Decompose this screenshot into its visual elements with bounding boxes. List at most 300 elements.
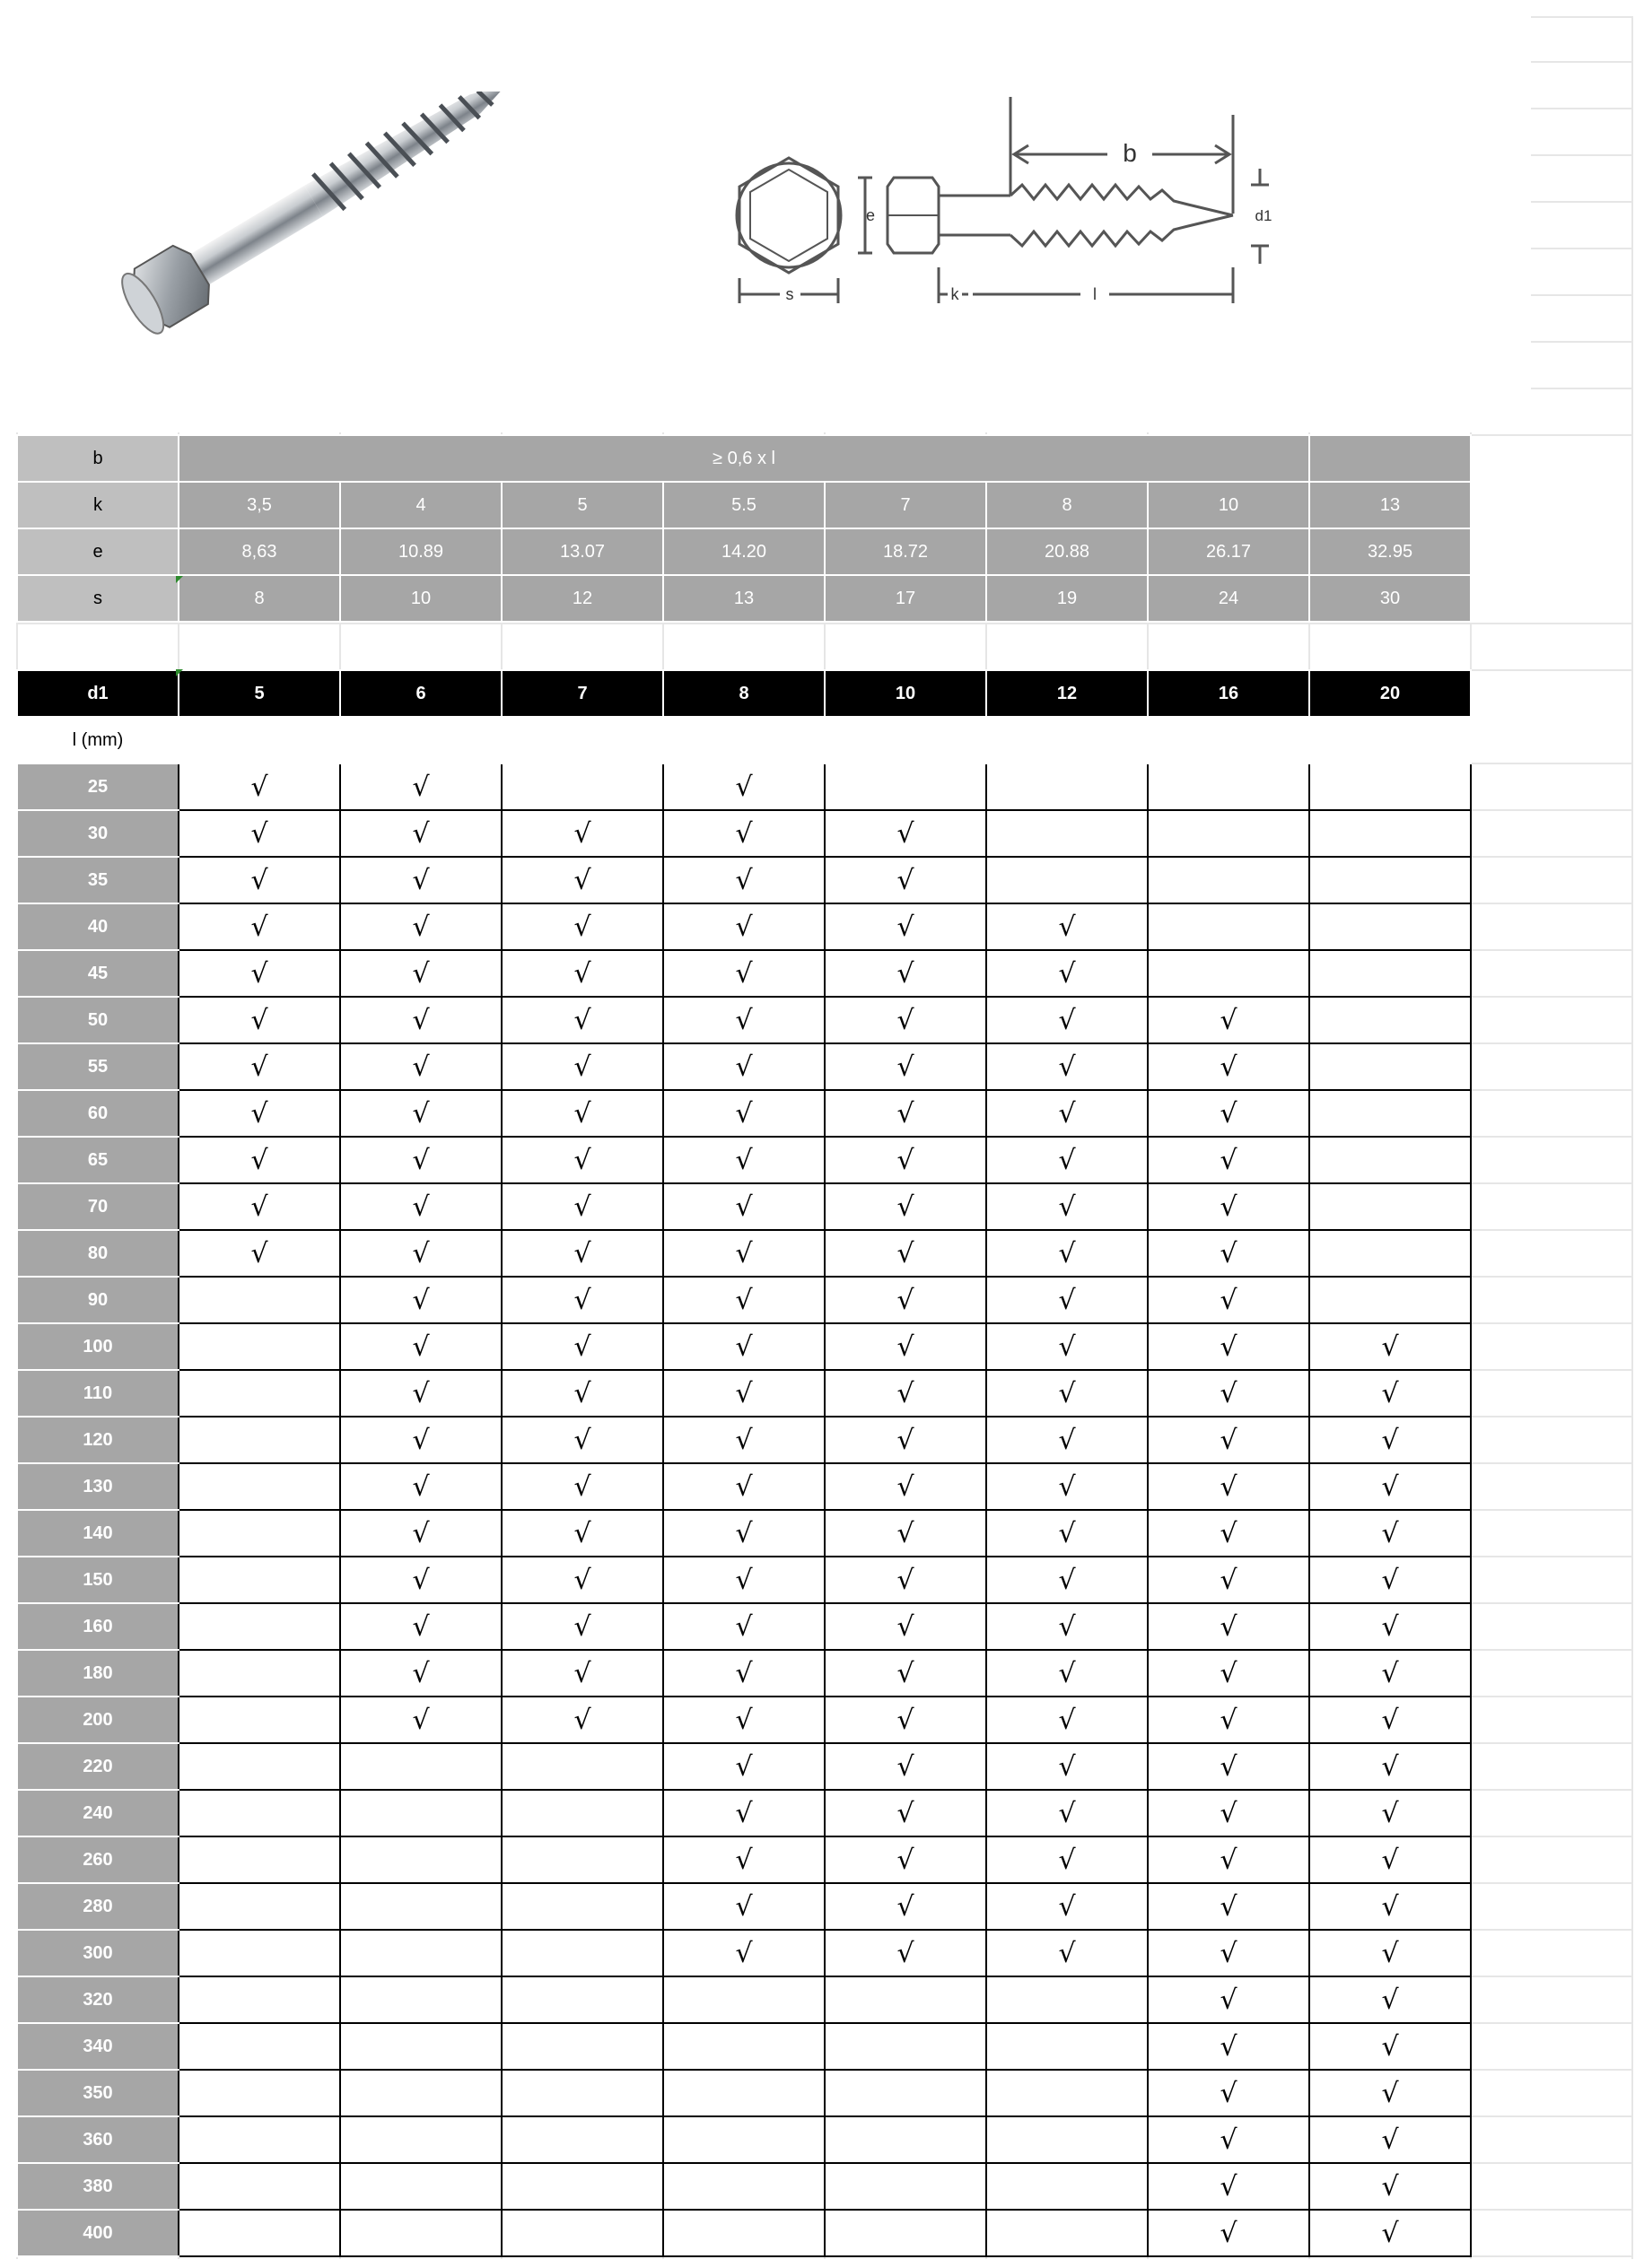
unavailable-cell [1309,1183,1471,1230]
check-mark-icon: √ [735,1517,753,1549]
available-cell [663,1417,825,1463]
unavailable-cell [502,1883,663,1930]
available-cell [825,1183,986,1230]
spec-value-cell: 19 [986,575,1148,622]
unavailable-cell [179,1323,340,1370]
check-mark-icon: √ [1058,1470,1076,1503]
available-cell [825,1043,986,1090]
length-unit-row [17,717,1471,763]
unavailable-cell [502,2070,663,2116]
check-mark-icon: √ [1058,1051,1076,1083]
check-mark-icon: √ [735,1470,753,1503]
available-cell [179,1183,340,1230]
available-cell [179,763,340,810]
diameter-header-cell: 5 [179,670,340,717]
unavailable-cell [179,1417,340,1463]
diameter-header-cell: 10 [825,670,986,717]
available-cell [663,1743,825,1790]
available-cell [663,1790,825,1836]
available-cell [340,1650,502,1697]
available-cell [340,1557,502,1603]
length-cell: 340 [17,2023,179,2070]
spec-value-cell: 17 [825,575,986,622]
available-cell [825,1323,986,1370]
unavailable-cell [340,1790,502,1836]
check-mark-icon: √ [1220,1797,1237,1829]
available-cell [502,1277,663,1323]
check-mark-icon: √ [1220,1330,1237,1363]
available-cell [1309,1557,1471,1603]
unavailable-cell [1309,1090,1471,1137]
available-cell [179,810,340,857]
spec-value-cell: 20.88 [986,528,1148,575]
available-cell [663,1930,825,1976]
available-cell [986,1463,1148,1510]
length-row [17,1463,1471,1510]
check-mark-icon: √ [573,1517,591,1549]
available-cell [825,1417,986,1463]
screw-photo [106,92,537,379]
unavailable-cell [1309,1043,1471,1090]
available-cell [1148,1930,1309,1976]
unavailable-cell [986,2023,1148,2070]
length-row [17,1790,1471,1836]
check-mark-icon: √ [1220,1470,1237,1503]
unavailable-cell [179,1836,340,1883]
unavailable-cell [825,2163,986,2210]
available-cell [340,763,502,810]
check-mark-icon: √ [250,1051,268,1083]
available-cell [1148,1370,1309,1417]
available-cell [1148,1417,1309,1463]
technical-drawing [695,79,1412,384]
blank-cell [986,717,1148,763]
check-mark-icon: √ [735,1564,753,1596]
length-row [17,2163,1471,2210]
length-cell: 350 [17,2070,179,2116]
check-mark-icon: √ [412,957,430,990]
diameter-header-cell: 8 [663,670,825,717]
unavailable-cell [179,1650,340,1697]
length-row [17,1370,1471,1417]
check-mark-icon: √ [735,817,753,850]
label-e: e [865,206,876,224]
length-cell: 50 [17,997,179,1043]
d1-header: d1 [17,670,179,717]
check-mark-icon: √ [896,1750,914,1783]
available-cell [1309,1930,1471,1976]
check-mark-icon: √ [1220,1610,1237,1643]
available-cell [340,1697,502,1743]
check-mark-icon: √ [573,1377,591,1409]
check-mark-icon: √ [896,1610,914,1643]
available-cell [986,1043,1148,1090]
spec-value-cell: 7 [825,482,986,528]
length-cell: 40 [17,903,179,950]
available-cell [502,1137,663,1183]
available-cell [663,1230,825,1277]
spec-value-cell: 8 [179,575,340,622]
length-row [17,1557,1471,1603]
available-cell [502,1603,663,1650]
available-cell [663,1557,825,1603]
available-cell [986,1323,1148,1370]
check-mark-icon: √ [250,1191,268,1223]
spec-span-value: ≥ 0,6 x l [179,435,1309,482]
length-cell: 120 [17,1417,179,1463]
available-cell [1148,1230,1309,1277]
check-mark-icon: √ [735,1284,753,1316]
spec-value-cell: 4 [340,482,502,528]
available-cell [986,1743,1148,1790]
length-cell: 180 [17,1650,179,1697]
check-mark-icon: √ [573,1284,591,1316]
available-cell [179,1230,340,1277]
available-cell [340,1230,502,1277]
check-mark-icon: √ [412,1097,430,1130]
check-mark-icon: √ [1220,1704,1237,1736]
unavailable-cell [1309,763,1471,810]
check-mark-icon: √ [1220,1657,1237,1689]
unavailable-cell [179,2116,340,2163]
check-mark-icon: √ [1381,1657,1399,1689]
available-cell [1309,1417,1471,1463]
length-cell: 140 [17,1510,179,1557]
diameter-header-cell: 20 [1309,670,1471,717]
check-mark-icon: √ [735,1377,753,1409]
check-mark-icon: √ [735,1144,753,1176]
unavailable-cell [502,2163,663,2210]
unavailable-cell [1148,903,1309,950]
available-cell [986,1230,1148,1277]
available-cell [1148,2023,1309,2070]
available-cell [502,1043,663,1090]
length-cell: 400 [17,2210,179,2256]
label-b: b [1123,139,1137,167]
length-cell: 280 [17,1883,179,1930]
check-mark-icon: √ [1381,1424,1399,1456]
available-cell [663,1510,825,1557]
available-cell [825,1650,986,1697]
available-cell [340,1090,502,1137]
check-mark-icon: √ [1058,1657,1076,1689]
check-mark-icon: √ [896,1237,914,1269]
available-cell [825,857,986,903]
spec-value-cell: 10 [1148,482,1309,528]
length-cell: 260 [17,1836,179,1883]
check-mark-icon: √ [412,1704,430,1736]
check-mark-icon: √ [735,1330,753,1363]
check-mark-icon: √ [735,1191,753,1223]
check-mark-icon: √ [1220,1144,1237,1176]
available-cell [1309,1603,1471,1650]
check-mark-icon: √ [735,1051,753,1083]
unavailable-cell [1148,810,1309,857]
length-cell: 80 [17,1230,179,1277]
check-mark-icon: √ [1381,1890,1399,1923]
unavailable-cell [502,763,663,810]
spec-value-cell: 10.89 [340,528,502,575]
check-mark-icon: √ [1058,1004,1076,1036]
check-mark-icon: √ [735,1890,753,1923]
spec-value-cell: 13.07 [502,528,663,575]
available-cell [179,950,340,997]
unavailable-cell [179,1463,340,1510]
unavailable-cell [340,2210,502,2256]
check-mark-icon: √ [1058,1097,1076,1130]
check-mark-icon: √ [1220,1377,1237,1409]
blank-cell [1309,717,1471,763]
available-cell [986,1557,1148,1603]
check-mark-icon: √ [250,1237,268,1269]
available-cell [340,1417,502,1463]
available-cell [179,1043,340,1090]
available-cell [1148,1463,1309,1510]
available-cell [340,1510,502,1557]
check-mark-icon: √ [735,1657,753,1689]
available-cell [663,1277,825,1323]
unavailable-cell [1309,1230,1471,1277]
check-mark-icon: √ [896,1470,914,1503]
check-mark-icon: √ [1220,1097,1237,1130]
available-cell [1148,2210,1309,2256]
available-cell [340,857,502,903]
check-mark-icon: √ [1220,1424,1237,1456]
check-mark-icon: √ [1058,1844,1076,1876]
check-mark-icon: √ [412,1517,430,1549]
check-mark-icon: √ [412,1330,430,1363]
available-cell [986,1790,1148,1836]
available-cell [1309,1976,1471,2023]
length-cell: 360 [17,2116,179,2163]
length-row [17,997,1471,1043]
available-cell [825,1510,986,1557]
check-mark-icon: √ [1381,2170,1399,2203]
check-mark-icon: √ [1220,2170,1237,2203]
check-mark-icon: √ [1220,1750,1237,1783]
label-l: l [1093,285,1097,303]
spec-table [16,434,1472,623]
available-cell [502,1370,663,1417]
available-cell [1148,1557,1309,1603]
available-cell [1148,997,1309,1043]
unavailable-cell [179,1557,340,1603]
length-row [17,950,1471,997]
length-cell: 100 [17,1323,179,1370]
check-mark-icon: √ [1381,1750,1399,1783]
check-mark-icon: √ [573,1097,591,1130]
available-cell [502,1090,663,1137]
blank-cell [502,717,663,763]
spec-value-cell: 3,5 [179,482,340,528]
spec-value-cell: 8,63 [179,528,340,575]
unavailable-cell [502,2116,663,2163]
available-cell [663,1183,825,1230]
length-cell: 55 [17,1043,179,1090]
available-cell [1309,1510,1471,1557]
check-mark-icon: √ [1220,1564,1237,1596]
check-mark-icon: √ [573,911,591,943]
check-mark-icon: √ [412,1237,430,1269]
length-cell: 200 [17,1697,179,1743]
spec-empty-cell [1309,435,1471,482]
available-cell [1148,1137,1309,1183]
check-mark-icon: √ [735,1844,753,1876]
unavailable-cell [986,2210,1148,2256]
available-cell [179,1137,340,1183]
check-mark-icon: √ [1381,1564,1399,1596]
label-s: s [785,285,794,303]
check-mark-icon: √ [1058,911,1076,943]
available-cell [825,1230,986,1277]
spec-value-cell: 18.72 [825,528,986,575]
check-mark-icon: √ [1381,2124,1399,2156]
check-mark-icon: √ [1381,1797,1399,1829]
unavailable-cell [1148,763,1309,810]
available-cell [1309,1743,1471,1790]
available-cell [986,1183,1148,1230]
available-cell [986,1836,1148,1883]
length-cell: 160 [17,1603,179,1650]
available-cell [1309,1463,1471,1510]
available-cell [986,1930,1148,1976]
check-mark-icon: √ [250,771,268,803]
available-cell [825,1697,986,1743]
check-mark-icon: √ [1058,1750,1076,1783]
length-cell: 70 [17,1183,179,1230]
check-mark-icon: √ [1220,1890,1237,1923]
available-cell [502,857,663,903]
unavailable-cell [663,2070,825,2116]
unavailable-cell [986,2070,1148,2116]
check-mark-icon: √ [412,1564,430,1596]
length-row [17,1510,1471,1557]
check-mark-icon: √ [1381,1517,1399,1549]
check-mark-icon: √ [1058,1377,1076,1409]
available-cell [825,903,986,950]
length-cell: 90 [17,1277,179,1323]
check-mark-icon: √ [573,1564,591,1596]
check-mark-icon: √ [412,1657,430,1689]
check-mark-icon: √ [573,1610,591,1643]
available-cell [502,1557,663,1603]
available-cell [663,857,825,903]
length-row [17,1930,1471,1976]
check-mark-icon: √ [573,1704,591,1736]
available-cell [986,1697,1148,1743]
length-row [17,1976,1471,2023]
check-mark-icon: √ [1381,2077,1399,2109]
check-mark-icon: √ [735,1097,753,1130]
unavailable-cell [825,2116,986,2163]
unavailable-cell [340,1836,502,1883]
length-cell: 300 [17,1930,179,1976]
unavailable-cell [179,1930,340,1976]
available-cell [825,1137,986,1183]
check-mark-icon: √ [896,817,914,850]
available-cell [663,903,825,950]
check-mark-icon: √ [1220,1004,1237,1036]
available-cell [663,1883,825,1930]
spec-row-k [17,482,1471,528]
available-cell [825,1743,986,1790]
check-mark-icon: √ [735,1004,753,1036]
unavailable-cell [179,2210,340,2256]
unavailable-cell [340,1743,502,1790]
check-mark-icon: √ [412,1424,430,1456]
available-cell [340,1323,502,1370]
available-cell [825,1883,986,1930]
unavailable-cell [179,1743,340,1790]
check-mark-icon: √ [250,1097,268,1130]
check-mark-icon: √ [896,1517,914,1549]
length-cell: 320 [17,1976,179,2023]
check-mark-icon: √ [573,817,591,850]
check-mark-icon: √ [1220,2030,1237,2063]
check-mark-icon: √ [735,911,753,943]
check-mark-icon: √ [735,957,753,990]
check-mark-icon: √ [1058,1237,1076,1269]
available-cell [825,1836,986,1883]
unavailable-cell [1309,1277,1471,1323]
check-mark-icon: √ [735,1610,753,1643]
label-d1: d1 [1255,207,1272,224]
available-cell [179,1090,340,1137]
check-mark-icon: √ [735,1797,753,1829]
available-cell [986,1650,1148,1697]
check-mark-icon: √ [1381,1610,1399,1643]
available-cell [502,1463,663,1510]
unavailable-cell [340,1883,502,1930]
available-cell [663,810,825,857]
check-mark-icon: √ [735,1424,753,1456]
available-cell [825,1603,986,1650]
spec-value-cell: 14.20 [663,528,825,575]
available-cell [986,1417,1148,1463]
length-cell: 150 [17,1557,179,1603]
available-cell [986,1137,1148,1183]
unavailable-cell [663,2023,825,2070]
check-mark-icon: √ [896,1144,914,1176]
diameter-header-cell: 16 [1148,670,1309,717]
spec-value-cell: 13 [663,575,825,622]
available-cell [1148,1510,1309,1557]
available-cell [986,1510,1148,1557]
spec-row-e [17,528,1471,575]
available-cell [663,1603,825,1650]
available-cell [1309,2023,1471,2070]
available-cell [663,1370,825,1417]
check-mark-icon: √ [1381,2217,1399,2249]
available-cell [825,1930,986,1976]
length-row [17,2210,1471,2256]
unavailable-cell [179,1790,340,1836]
unavailable-cell [663,2116,825,2163]
length-row [17,1043,1471,1090]
unavailable-cell [179,2163,340,2210]
unavailable-cell [340,2116,502,2163]
available-cell [825,810,986,857]
available-cell [502,1230,663,1277]
length-row [17,1183,1471,1230]
check-mark-icon: √ [1220,1284,1237,1316]
spec-value-cell: 26.17 [1148,528,1309,575]
available-cell [1309,1836,1471,1883]
spec-value-cell: 12 [502,575,663,622]
check-mark-icon: √ [573,864,591,896]
available-cell [1148,1603,1309,1650]
check-mark-icon: √ [1381,1377,1399,1409]
